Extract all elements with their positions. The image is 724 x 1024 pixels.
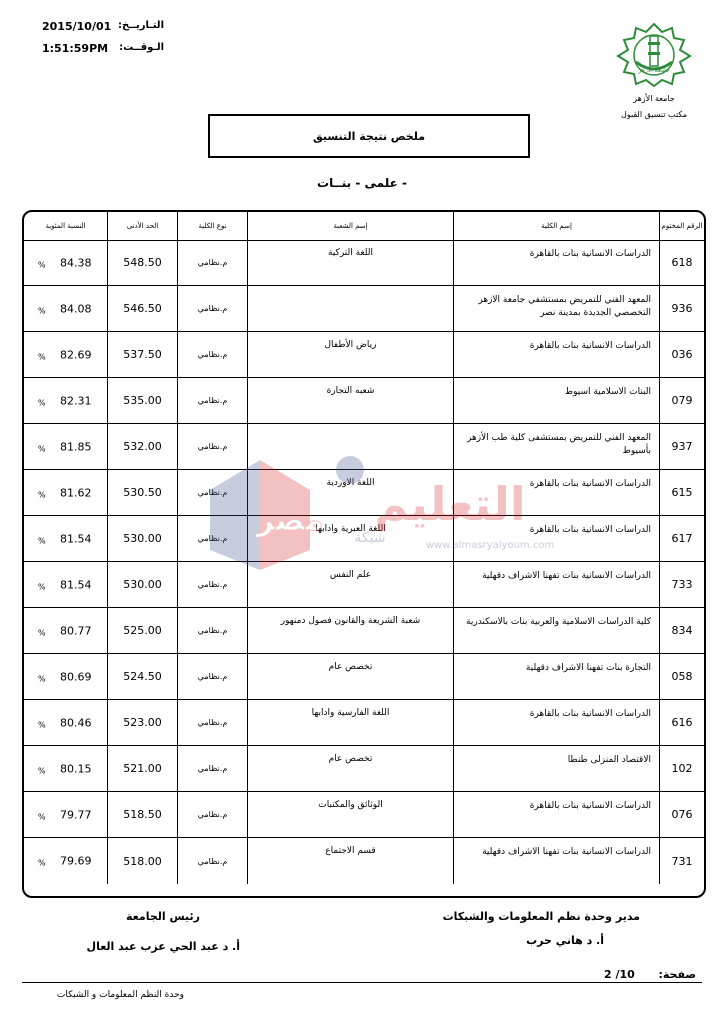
header-type: نوع الكلية [178, 212, 248, 240]
header-college: إسم الكلية [454, 212, 660, 240]
page-label: صفحة: [658, 968, 696, 981]
cell-type: م.نظامي [178, 424, 248, 469]
date-value: 2015/10/01 [42, 20, 112, 33]
cell-min: 530.00 [108, 562, 178, 607]
watermark-red: مصر [256, 503, 324, 538]
cell-pct [24, 654, 108, 699]
table-row [24, 746, 704, 792]
cell-college: الدراسات الانسانية بنات بالقاهرة [454, 700, 660, 745]
header-code: الرقم المختوم [661, 222, 703, 230]
table-row [24, 654, 704, 700]
pct-sign: % [38, 581, 46, 591]
cell-type: م.نظامي [178, 516, 248, 561]
cell-pct [24, 240, 108, 285]
cell-type: م.نظامي [178, 838, 248, 884]
report-subtitle: - علمى - بنــات [317, 176, 407, 190]
cell-code: 058 [671, 670, 693, 683]
table-row [24, 792, 704, 838]
cell-type: م.نظامي [178, 378, 248, 423]
watermark-sub: شبكة [354, 530, 386, 546]
pct-value: 80.69 [60, 670, 92, 683]
cell-min: 537.50 [108, 332, 178, 377]
time-label: الـوقــت: [119, 42, 164, 53]
cell-min: 532.00 [108, 424, 178, 469]
pct-sign: % [38, 397, 46, 407]
cell-min: 518.50 [108, 792, 178, 837]
cell-branch [248, 424, 454, 469]
cell-branch: رياض الأطفال [248, 332, 454, 377]
cell-pct [24, 470, 108, 515]
pct-value: 82.31 [60, 394, 92, 407]
table-row [24, 240, 704, 286]
pct-sign: % [38, 305, 46, 315]
cell-branch: شعبه التجارة [248, 378, 454, 423]
table-header [24, 212, 704, 241]
cell-code: 076 [671, 808, 693, 821]
cell-code: 079 [671, 394, 693, 407]
cell-college: الدراسات الانسانية بنات بالقاهرة [454, 470, 660, 515]
cell-code: 937 [671, 440, 693, 453]
cell-college: الدراسات الانسانية بنات تفهنا الاشراف دقهلية [454, 562, 660, 607]
pct-sign: % [38, 535, 46, 545]
cell-college: التجارة بنات تفهنا الاشراف دقهلية [454, 654, 660, 699]
cell-type: م.نظامي [178, 654, 248, 699]
cell-min: 530.50 [108, 470, 178, 515]
pct-value: 79.69 [60, 854, 92, 868]
cell-branch: شعبة الشريعة والقانون فصول دمنهور [248, 608, 454, 653]
pct-value: 84.38 [60, 256, 92, 269]
cell-min: 530.00 [108, 516, 178, 561]
cell-min: 523.00 [108, 700, 178, 745]
cell-type: م.نظامي [178, 562, 248, 607]
footer-unit: وحدة النظم المعلومات و الشبكات [56, 990, 184, 1000]
cell-code: 616 [671, 716, 693, 729]
university-name: جامعة الأزهر [633, 94, 675, 103]
cell-min: 518.00 [108, 838, 178, 884]
page-number: 2 /10 [604, 968, 635, 981]
cell-min: 525.00 [108, 608, 178, 653]
cell-branch: تخصص عام [248, 746, 454, 791]
cell-pct [24, 700, 108, 745]
cell-min: 524.50 [108, 654, 178, 699]
pct-value: 84.08 [60, 302, 92, 315]
cell-code: 834 [671, 624, 693, 637]
director-title: مدير وحدة نظم المعلومات والشبكات [442, 910, 640, 923]
director-name: أ. د هاني حرب [526, 934, 604, 947]
cell-college: كلية الدراسات الاسلامية والعربية بنات بالاسكندرية [454, 608, 660, 653]
cell-pct [24, 746, 108, 791]
cell-type: م.نظامي [178, 608, 248, 653]
cell-branch: اللغة العبرية وادابها [248, 516, 454, 561]
results-table [22, 210, 706, 898]
cell-type: م.نظامي [178, 240, 248, 285]
date-label: التـاريــخ: [118, 20, 164, 31]
cell-type: م.نظامي [178, 792, 248, 837]
table-row [24, 608, 704, 654]
cell-pct [24, 562, 108, 607]
table-row [24, 516, 704, 562]
cell-min: 521.00 [108, 746, 178, 791]
president-name: أ. د عبد الحي عزب عبد العال [86, 940, 240, 953]
cell-type: م.نظامي [178, 332, 248, 377]
table-row [24, 700, 704, 746]
cell-pct [24, 286, 108, 331]
pct-sign: % [38, 858, 46, 868]
table-row [24, 378, 704, 424]
cell-min: 548.50 [108, 240, 178, 285]
president-title: رئيس الجامعة [126, 910, 200, 923]
cell-code: 936 [671, 302, 693, 315]
cell-branch: قسم الاجتماع [248, 838, 454, 884]
cell-type: م.نظامي [178, 286, 248, 331]
header-min: الحد الأدنى [108, 212, 178, 240]
cell-pct [24, 516, 108, 561]
pct-sign: % [38, 811, 46, 821]
report-title: ملخص نتيجة التنسيق [208, 114, 530, 158]
cell-branch: الوثائق والمكتبات [248, 792, 454, 837]
header-pct: النسبة المئوية [24, 212, 108, 240]
cell-college: الدراسات الانسانية بنات تفهنا الاشراف دقهلية [454, 838, 660, 884]
pct-sign: % [38, 259, 46, 269]
watermark-brand: التعليم [374, 477, 526, 531]
cell-type: م.نظامي [178, 746, 248, 791]
pct-sign: % [38, 627, 46, 637]
cell-pct [24, 608, 108, 653]
cell-min: 535.00 [108, 378, 178, 423]
cell-pct [24, 792, 108, 837]
cell-branch: تخصص عام [248, 654, 454, 699]
cell-type: م.نظامي [178, 470, 248, 515]
pct-value: 82.69 [60, 348, 92, 361]
cell-pct [24, 838, 108, 884]
table-row [24, 424, 704, 470]
cell-min: 546.50 [108, 286, 178, 331]
cell-code: 617 [671, 532, 693, 545]
header-branch: إسم الشعبة [248, 212, 454, 240]
cell-code: 733 [671, 578, 693, 591]
cell-type: م.نظامي [178, 700, 248, 745]
pct-sign: % [38, 719, 46, 729]
cell-pct [24, 332, 108, 377]
cell-branch: اللغة الفارسية وادابها [248, 700, 454, 745]
cell-branch: علم النفس [248, 562, 454, 607]
cell-college: المعهد الفني للتمريض بمستشفى كلية طب الأزهر بأسيوط [454, 424, 660, 469]
cell-pct [24, 424, 108, 469]
pct-value: 80.46 [60, 716, 92, 729]
table-row [24, 562, 704, 608]
pct-value: 80.15 [60, 762, 92, 775]
cell-branch: اللغة الاوردية [248, 470, 454, 515]
cell-code: 036 [671, 348, 693, 361]
pct-value: 81.85 [60, 440, 92, 453]
cell-code: 731 [671, 854, 693, 868]
table-row [24, 838, 704, 884]
pct-value: 79.77 [60, 808, 92, 821]
cell-code: 102 [671, 762, 693, 775]
page-divider [22, 982, 702, 983]
pct-sign: % [38, 489, 46, 499]
office-name: مكتب تنسيق القبول [621, 110, 687, 119]
cell-college: الاقتصاد المنزلى طنطا [454, 746, 660, 791]
cell-college: الدراسات الانسانية بنات بالقاهرة [454, 516, 660, 561]
watermark-site: www.almasryalyoum.com [425, 540, 555, 551]
cell-code: 615 [671, 486, 693, 499]
cell-college: الدراسات الانسانية بنات بالقاهرة [454, 240, 660, 285]
cell-college: الدراسات الانسانية بنات بالقاهرة [454, 792, 660, 837]
pct-sign: % [38, 673, 46, 683]
pct-value: 81.54 [60, 578, 92, 591]
cell-branch: اللغة التركية [248, 240, 454, 285]
cell-code: 618 [671, 256, 693, 269]
cell-college: البنات الاسلامية اسيوط [454, 378, 660, 423]
pct-value: 81.62 [60, 486, 92, 499]
pct-value: 81.54 [60, 532, 92, 545]
pct-sign: % [38, 765, 46, 775]
pct-value: 80.77 [60, 624, 92, 637]
time-value: 1:51:59PM [42, 42, 109, 55]
table-row [24, 286, 704, 332]
table-row [24, 332, 704, 378]
pct-sign: % [38, 443, 46, 453]
table-row [24, 470, 704, 516]
cell-pct [24, 378, 108, 423]
university-logo [614, 22, 694, 88]
pct-sign: % [38, 351, 46, 361]
cell-branch [248, 286, 454, 331]
cell-college: الدراسات الانسانية بنات بالقاهرة [454, 332, 660, 377]
cell-college: المعهد الفني للتمريض بمستشفي جامعة الازهر التخصصي الجديدة بمدينة نصر [454, 286, 660, 331]
logo-text: جامعة الأزهر [638, 67, 670, 74]
